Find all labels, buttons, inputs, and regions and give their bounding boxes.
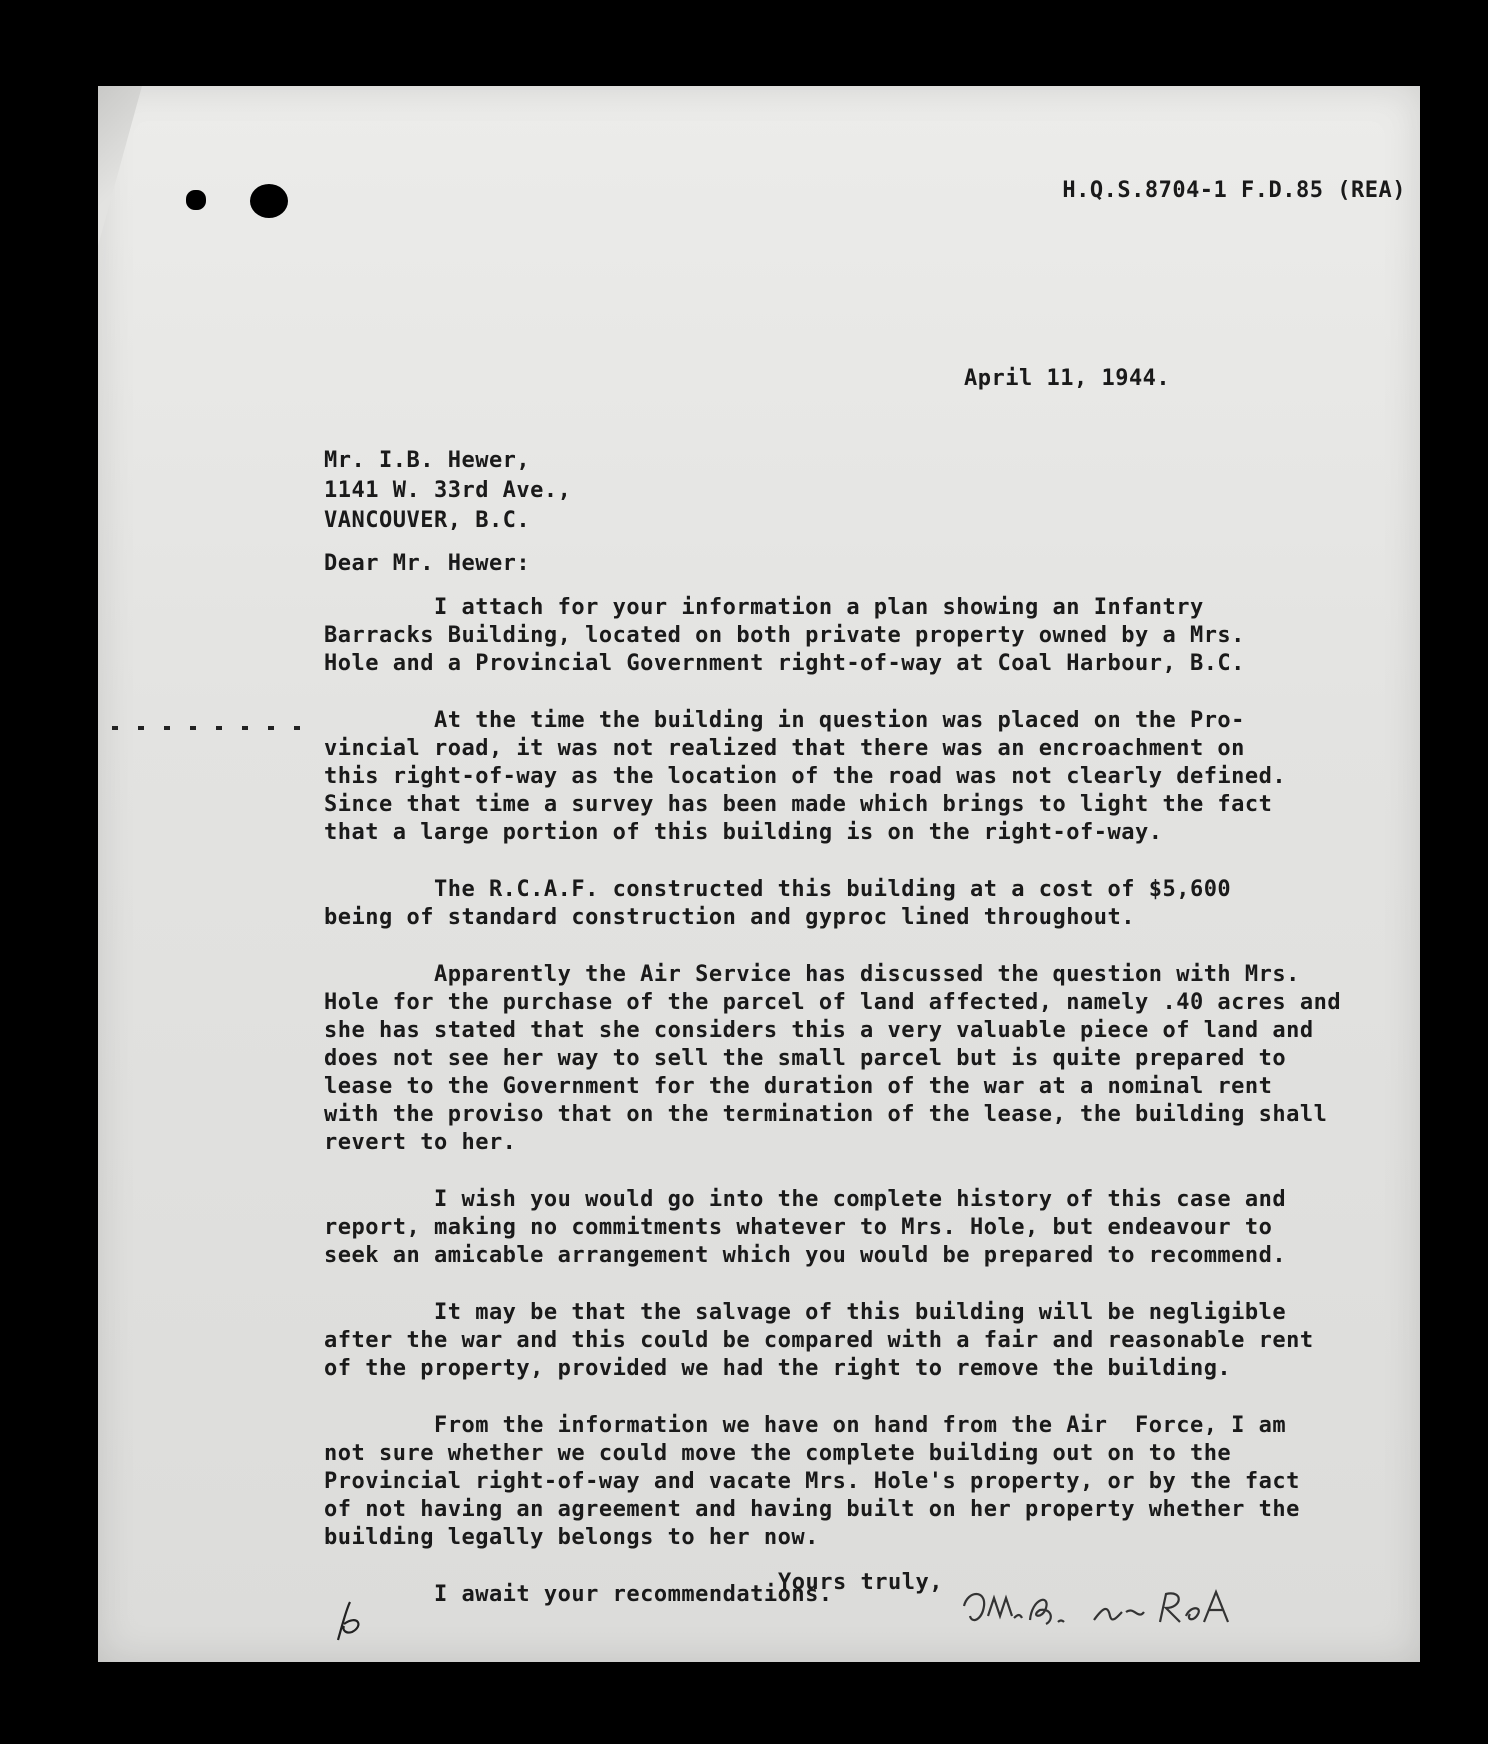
margin-dash-mark: [112, 726, 302, 730]
body-paragraph: [324, 594, 1384, 678]
recipient-address: [324, 446, 571, 536]
paragraph-line: seek an amicable arrangement which you would be prepared to recommend.: [324, 1243, 1287, 1268]
paragraph-line: From the information we have on hand from the Air Force, I am: [324, 1413, 1287, 1438]
recipient-city: VANCOUVER, B.C.: [324, 508, 531, 533]
paragraph-line: after the war and this could be compared with a fair and reasonable rent: [324, 1328, 1314, 1353]
page-corner-fold: [98, 86, 142, 246]
recipient-name: Mr. I.B. Hewer,: [324, 448, 531, 473]
paragraph-line: Provincial right-of-way and vacate Mrs. Hole's property, or by the fact: [324, 1469, 1300, 1494]
body-paragraph: [324, 1186, 1384, 1270]
letter-date: April 11, 1944.: [964, 366, 1171, 391]
punch-hole-right: [250, 184, 288, 218]
paragraph-line: of not having an agreement and having built on her property whether the: [324, 1497, 1300, 1522]
paragraph-line: with the proviso that on the termination of the lease, the building shall: [324, 1102, 1328, 1127]
paragraph-line: not sure whether we could move the complete building out on to the: [324, 1441, 1232, 1466]
paragraph-line: being of standard construction and gyproc lined throughout.: [324, 905, 1135, 930]
paragraph-line: I await your recommendations.: [324, 1582, 833, 1607]
body-paragraph: [324, 1299, 1384, 1383]
paragraph-line: lease to the Government for the duration of the war at a nominal rent: [324, 1074, 1273, 1099]
paragraph-line: Hole for the purchase of the parcel of land affected, namely .40 acres and: [324, 990, 1342, 1015]
paragraph-line: I wish you would go into the complete history of this case and: [324, 1187, 1287, 1212]
letter-body: [324, 594, 1384, 1638]
punch-hole-left: [186, 190, 206, 210]
paragraph-line: building legally belongs to her now.: [324, 1525, 819, 1550]
paragraph-line: I attach for your information a plan showing an Infantry: [324, 595, 1204, 620]
paragraph-line: vincial road, it was not realized that there was an encroachment on: [324, 736, 1245, 761]
paragraph-line: Hole and a Provincial Government right-of-way at Coal Harbour, B.C.: [324, 651, 1245, 676]
paragraph-line: she has stated that she considers this a very valuable piece of land and: [324, 1018, 1314, 1043]
paragraph-line: The R.C.A.F. constructed this building at a cost of $5,600: [324, 877, 1232, 902]
letter-page: [98, 86, 1420, 1662]
paragraph-line: revert to her.: [324, 1130, 517, 1155]
paragraph-line: Since that time a survey has been made which brings to light the fact: [324, 792, 1273, 817]
handwritten-initial-mark: [330, 1596, 370, 1646]
paragraph-line: report, making no commitments whatever to Mrs. Hole, but endeavour to: [324, 1215, 1273, 1240]
paragraph-line: of the property, provided we had the right to remove the building.: [324, 1356, 1232, 1381]
paragraph-line: Apparently the Air Service has discussed the question with Mrs.: [324, 962, 1300, 987]
paragraph-line: does not see her way to sell the small parcel but is quite prepared to: [324, 1046, 1287, 1071]
body-paragraph: [324, 707, 1384, 847]
body-paragraph: [324, 1412, 1384, 1552]
closing: Yours truly,: [778, 1570, 943, 1595]
body-paragraph: [324, 961, 1384, 1157]
body-paragraph: [324, 876, 1384, 932]
file-reference: H.Q.S.8704-1 F.D.85 (REA): [1062, 178, 1406, 203]
paragraph-line: that a large portion of this building is on the right-of-way.: [324, 820, 1163, 845]
paragraph-line: At the time the building in question was placed on the Pro-: [324, 708, 1245, 733]
salutation: Dear Mr. Hewer:: [324, 551, 531, 576]
paragraph-line: It may be that the salvage of this building will be negligible: [324, 1300, 1287, 1325]
paragraph-line: Barracks Building, located on both private property owned by a Mrs.: [324, 623, 1245, 648]
recipient-street: 1141 W. 33rd Ave.,: [324, 478, 572, 503]
paragraph-line: this right-of-way as the location of the road was not clearly defined.: [324, 764, 1287, 789]
handwritten-signature: [954, 1576, 1254, 1646]
